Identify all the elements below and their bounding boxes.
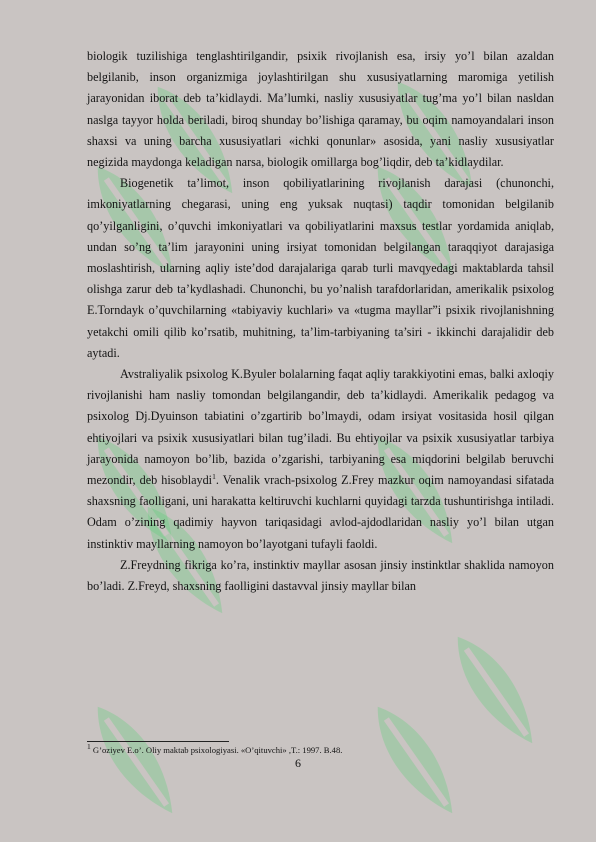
paragraph: Z.Freydning fikriga ko’ra, instinktiv mayllar asosan jinsiy instinktlar shaklida namoyon bo’ladi. Z.Freyd, shaxsning faolligini dastavval jinsiy mayllar bilan bbox=[87, 557, 554, 594]
footnote bbox=[87, 744, 342, 756]
watermark-logo bbox=[426, 613, 564, 768]
paragraph: Biogenetik ta’limot, inson qobiliyatlarining rivojlanish darajasi (chunonchi, imkoniyatlarning chegarasi, uning eng yuksak nuqtasi) taqdir tomonidan belgilanib qo’yilganligini, o’quvchi imkoniyatlari va qobiliyatlarini maxsus testlar yordamida aniqlab, undan so’ng ta’lim jarayonini uning irsiyat tomonidan belgilangan taraqqiyot darajasiga moslashtirish, ularning aqliy iste’dod darajalariga qarab turli mavqyedagi maktablarda tahsil olishga zarur deb ta’kydlashadi. Chunonchi, bu yo’nalish tarafdorlaridan, amerikalik psixolog E.Torndayk o’quvchilarning «tabiyaviy kuchlari» va «tugma mayllar”i psixik rivojlanishning yetakchi omili qilib ko’rsatib, muhitning, ta’lim-tarbiyaning ta’siri - ikkinchi darajalidir deb aytadi. bbox=[87, 176, 554, 360]
paragraph: biologik tuzilishiga tenglashtirilgandir, psixik rivojlanish esa, irsiy yo’l bilan azaldan belgilanib, inson organizmiga joylashtirilgan shu xususiyatlarning maromiga yetilish jarayonidan iborat deb ta’kidlaydi. Ma’lumki, nasliy xususiyatlar tug’ma yo’l bilan nasldan naslga tayyor holda beriladi, biroq shunday bo’lishiga qaramay, bu oqim namoyandalari inson shaxsi va uning barcha xususiyatlari «ichki qonunlar» asosida, yani nasliy xususiyatlar negizida maydonga keladigan narsa, biologik omillarga bog’liqdir, deb ta’kidlaydilar. bbox=[87, 49, 554, 170]
paragraph-text: Avstraliyalik psixolog K.Byuler bolalarning faqat aqliy tarakkiyotini emas, balki axloqiy rivojlanishi ham nasliy tomondan belgilangandir, deb ta’kidlaydi. Amerikalik pedagog va psixolog Dj.Dyuinson tabiatini o’zgartirib bo’lmaydi, odam irsiyat vositasida hosil qilgan ehtiyojlari va psixik xususiyatlari bilan tug’iladi. Bu ehtiyojlar va psixik xususiyatlar tarbiya jarayonida namoyon bo’lib, bazida o’zgarishi, tarbiyaning esa miqdorini belgilab beruvchi mezondir, deb hisoblaydi bbox=[87, 367, 554, 488]
document-body bbox=[87, 46, 554, 597]
footnote-reference[interactable]: 1 bbox=[212, 472, 216, 481]
paragraph-text-continued: . Venalik vrach-psixolog Z.Frey mazkur oqim namoyandasi sifatada shaxsning faolligani, uni harakatta keltiruvchi kuchlarni quyidagi tarzda tushuntirishga intiladi. Odam o’zining qadimiy hayvon tariqasidagi avlod-ajdodlaridan nasliy yo’l bilan utgan instinktiv mayllarning namoyon bo’layotgani tufayli faoldi. bbox=[87, 473, 554, 551]
paragraph bbox=[87, 364, 554, 555]
footnote-text: G’oziyev E.o’. Oliy maktab psixologiyasi. «O’qituvchi» ,T.: 1997. B.48. bbox=[90, 745, 343, 755]
page-number: 6 bbox=[295, 756, 301, 770]
footnote-divider bbox=[87, 741, 229, 742]
footnote-marker: 1 bbox=[87, 742, 91, 752]
